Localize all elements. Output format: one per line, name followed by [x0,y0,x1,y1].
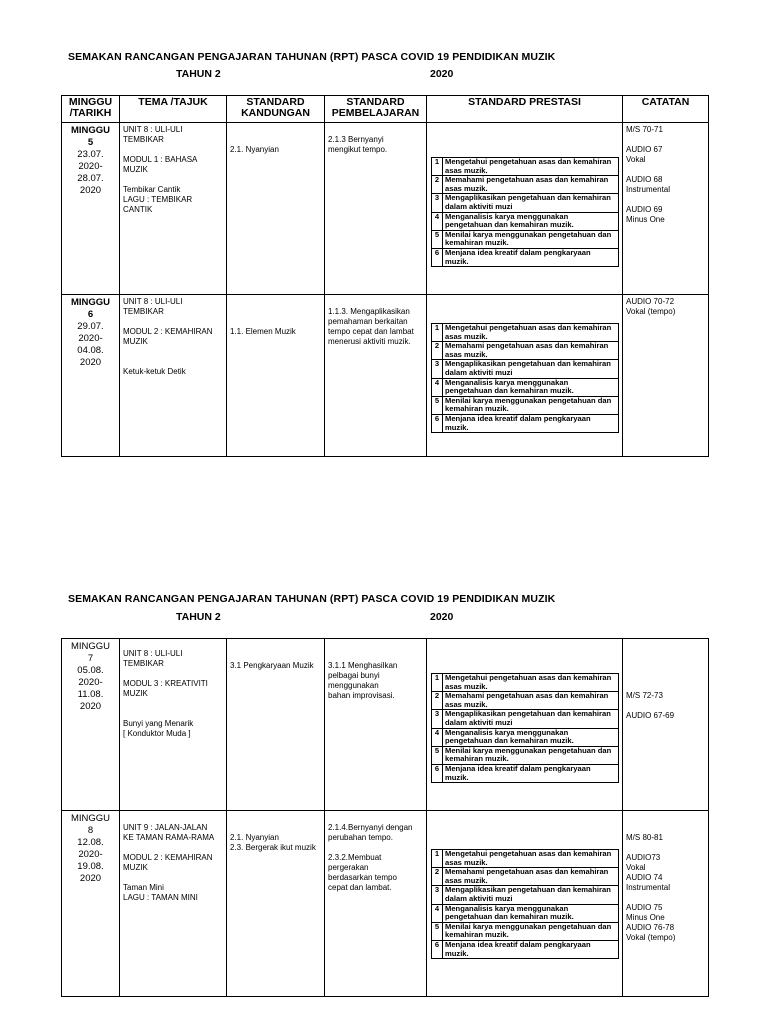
kandungan-cell: 2.1. Nyanyian [230,145,279,154]
prestasi-descriptor: Menilai karya menggunakan pengetahuan dan kemahiran muzik. [443,230,619,248]
prestasi-level: 4 [432,378,443,396]
prestasi-row [432,922,619,940]
kandungan-cell: 1.1. Elemen Muzik [230,327,296,336]
header-tema: TEMA /TAJUK [120,96,227,123]
pembelajaran-cell: 1.1.3. Mengaplikasikan pemahaman berkaitan tempo cepat dan lambat menerusi aktiviti muzik. [328,307,414,346]
header-minggu: MINGGU /TARIKH [62,96,120,123]
catatan-cell [623,123,708,227]
year-label: 2020 [430,68,454,80]
prestasi-level: 5 [432,746,443,764]
prestasi-cell [427,639,622,783]
prestasi-level: 5 [432,922,443,940]
tahun-label: TAHUN 2 [176,68,221,80]
prestasi-level: 1 [432,674,443,692]
prestasi-descriptor: Menilai karya menggunakan pengetahuan dan kemahiran muzik. [443,922,619,940]
prestasi-row [432,176,619,194]
prestasi-row [432,674,619,692]
prestasi-descriptor: Mengetahui pengetahuan asas dan kemahiran asas muzik. [443,324,619,342]
catatan-line: Vokal [626,863,646,872]
prestasi-row [432,360,619,378]
catatan-line [626,195,705,205]
catatan-line [626,165,705,175]
prestasi-descriptor: Mengaplikasikan pengetahuan dan kemahiran dalam aktiviti muzi [443,194,619,212]
page-title: SEMAKAN RANCANGAN PENGAJARAN TAHUNAN (RPT) PASCA COVID 19 PENDIDIKAN MUZIK [68,593,556,605]
catatan-line [626,135,705,145]
tema-cell: UNIT 8 : ULI-ULI TEMBIKAR MODUL 2 : KEMAHIRAN MUZIK Ketuk-ketuk Detik [123,297,213,376]
rpt-table [61,95,709,457]
prestasi-level: 3 [432,360,443,378]
prestasi-descriptor: Mengaplikasikan pengetahuan dan kemahiran dalam aktiviti muzi [443,710,619,728]
prestasi-row [432,230,619,248]
prestasi-descriptor: Menganalisis karya menggunakan pengetahuan dan kemahiran muzik. [443,378,619,396]
prestasi-level: 3 [432,886,443,904]
prestasi-descriptor: Menganalisis karya menggunakan pengetahuan dan kemahiran muzik. [443,212,619,230]
prestasi-row [432,212,619,230]
prestasi-level: 2 [432,342,443,360]
prestasi-descriptor: Menganalisis karya menggunakan pengetahuan dan kemahiran muzik. [443,728,619,746]
prestasi-row [432,746,619,764]
prestasi-level: 1 [432,158,443,176]
prestasi-cell [427,123,622,267]
prestasi-level: 6 [432,764,443,782]
prestasi-descriptor: Menganalisis karya menggunakan pengetahuan dan kemahiran muzik. [443,904,619,922]
prestasi-table [431,673,619,783]
table-row [62,295,709,457]
prestasi-level: 2 [432,692,443,710]
catatan-line [626,671,705,681]
catatan-cell [623,639,708,723]
prestasi-row [432,728,619,746]
catatan-line [626,813,705,823]
prestasi-descriptor: Mengetahui pengetahuan asas dan kemahiran asas muzik. [443,850,619,868]
catatan-line [626,843,705,853]
catatan-cell [623,295,708,319]
catatan-line [626,651,705,661]
week-cell: MINGGU 6 29.07. 2020- 04.08. 2020 [70,297,111,368]
prestasi-row [432,886,619,904]
pembelajaran-cell: 2.1.4.Bernyanyi dengan perubahan tempo. 2.3.2.Membuat pergerakan berdasarkan tempo cepat dan lambat. [328,823,413,892]
pembelajaran-cell: 3.1.1 Menghasilkan pelbagai bunyi menggunakan bahan improvisasi. [328,661,398,700]
catatan-line: AUDIO 68 [626,175,663,184]
header-pembelajaran: STANDARD PEMBELAJARAN [325,96,427,123]
prestasi-descriptor: Mengetahui pengetahuan asas dan kemahiran asas muzik. [443,158,619,176]
tema-cell: UNIT 8 : ULI-ULI TEMBIKAR MODUL 3 : KREATIVITI MUZIK Bunyi yang Menarik [ Konduktor Muda ] [123,649,208,738]
prestasi-level: 5 [432,230,443,248]
prestasi-cell [427,811,622,959]
prestasi-row [432,194,619,212]
rpt-table [61,638,709,997]
catatan-line [626,701,705,711]
prestasi-level: 4 [432,904,443,922]
prestasi-descriptor: Memahami pengetahuan asas dan kemahiran asas muzik. [443,342,619,360]
catatan-line: AUDIO 70-72 [626,297,675,306]
catatan-line: AUDIO 69 [626,205,663,214]
page-title: SEMAKAN RANCANGAN PENGAJARAN TAHUNAN (RPT) PASCA COVID 19 PENDIDIKAN MUZIK [68,51,556,63]
prestasi-descriptor: Menilai karya menggunakan pengetahuan dan kemahiran muzik. [443,396,619,414]
prestasi-descriptor: Memahami pengetahuan asas dan kemahiran asas muzik. [443,176,619,194]
catatan-line: AUDIO 67-69 [626,711,675,720]
prestasi-row [432,850,619,868]
prestasi-level: 4 [432,728,443,746]
catatan-line: AUDIO73 [626,853,661,862]
prestasi-descriptor: Mengetahui pengetahuan asas dan kemahiran asas muzik. [443,674,619,692]
prestasi-row [432,248,619,266]
catatan-line: Vokal (tempo) [626,933,676,942]
prestasi-level: 5 [432,396,443,414]
kandungan-cell: 3.1 Pengkaryaan Muzik [230,661,314,670]
catatan-line [626,661,705,671]
prestasi-descriptor: Menilai karya menggunakan pengetahuan dan kemahiran muzik. [443,746,619,764]
prestasi-row [432,324,619,342]
catatan-line [626,823,705,833]
prestasi-row [432,342,619,360]
prestasi-table [431,323,619,433]
table-row [62,123,709,295]
prestasi-descriptor: Memahami pengetahuan asas dan kemahiran asas muzik. [443,868,619,886]
header-prestasi: STANDARD PRESTASI [427,96,623,123]
catatan-cell [623,811,708,945]
catatan-line: Minus One [626,215,665,224]
prestasi-descriptor: Menjana idea kreatif dalam pengkaryaan muzik. [443,414,619,432]
catatan-line [626,893,705,903]
week-cell: MINGGU 8 12.08. 2020- 19.08. 2020 [70,813,111,884]
prestasi-row [432,396,619,414]
tema-cell: UNIT 9 : JALAN-JALAN KE TAMAN RAMA-RAMA MODUL 2 : KEMAHIRAN MUZIK Taman Mini LAGU : TAMAN MINI [123,823,215,902]
prestasi-row [432,158,619,176]
catatan-line [626,681,705,691]
catatan-line: Vokal (tempo) [626,307,676,316]
catatan-line: Instrumental [626,185,671,194]
year-label: 2020 [430,611,454,623]
prestasi-row [432,904,619,922]
prestasi-level: 6 [432,414,443,432]
prestasi-cell [427,295,622,433]
prestasi-level: 1 [432,850,443,868]
catatan-line: AUDIO 76-78 [626,923,675,932]
prestasi-level: 2 [432,176,443,194]
prestasi-row [432,710,619,728]
tema-cell: UNIT 8 : ULI-ULI TEMBIKAR MODUL 1 : BAHASA MUZIK Tembikar Cantik LAGU : TEMBIKAR CANTIK [123,125,198,214]
week-cell: MINGGU 5 23.07. 2020- 28.07. 2020 [70,125,111,196]
prestasi-descriptor: Menjana idea kreatif dalam pengkaryaan muzik. [443,248,619,266]
prestasi-table [431,849,619,959]
prestasi-level: 6 [432,940,443,958]
week-cell: MINGGU 7 05.08. 2020- 11.08. 2020 [70,641,111,712]
prestasi-row [432,764,619,782]
catatan-line: M/S 70-71 [626,125,663,134]
prestasi-level: 3 [432,710,443,728]
prestasi-descriptor: Menjana idea kreatif dalam pengkaryaan muzik. [443,764,619,782]
prestasi-level: 6 [432,248,443,266]
catatan-line: AUDIO 75 [626,903,663,912]
prestasi-row [432,868,619,886]
catatan-line: AUDIO 67 [626,145,663,154]
catatan-line [626,641,705,651]
prestasi-level: 1 [432,324,443,342]
prestasi-descriptor: Mengaplikasikan pengetahuan dan kemahiran dalam aktiviti muzi [443,886,619,904]
header-catatan: CATATAN [623,96,709,123]
kandungan-cell: 2.1. Nyanyian 2.3. Bergerak ikut muzik [230,833,316,852]
catatan-line: Vokal [626,155,646,164]
table-row [62,639,709,811]
prestasi-descriptor: Menjana idea kreatif dalam pengkaryaan muzik. [443,940,619,958]
prestasi-row [432,692,619,710]
prestasi-row [432,414,619,432]
prestasi-row [432,940,619,958]
prestasi-level: 2 [432,868,443,886]
catatan-line: M/S 80-81 [626,833,663,842]
catatan-line: Instrumental [626,883,671,892]
prestasi-row [432,378,619,396]
prestasi-level: 4 [432,212,443,230]
prestasi-descriptor: Mengaplikasikan pengetahuan dan kemahiran dalam aktiviti muzi [443,360,619,378]
tahun-label: TAHUN 2 [176,611,221,623]
catatan-line: Minus One [626,913,665,922]
prestasi-table [431,157,619,267]
prestasi-level: 3 [432,194,443,212]
header-kandungan: STANDARD KANDUNGAN [227,96,325,123]
prestasi-descriptor: Memahami pengetahuan asas dan kemahiran asas muzik. [443,692,619,710]
catatan-line: AUDIO 74 [626,873,663,882]
catatan-line: M/S 72-73 [626,691,663,700]
table-row [62,811,709,997]
pembelajaran-cell: 2.1.3 Bernyanyi mengikut tempo. [328,135,388,154]
